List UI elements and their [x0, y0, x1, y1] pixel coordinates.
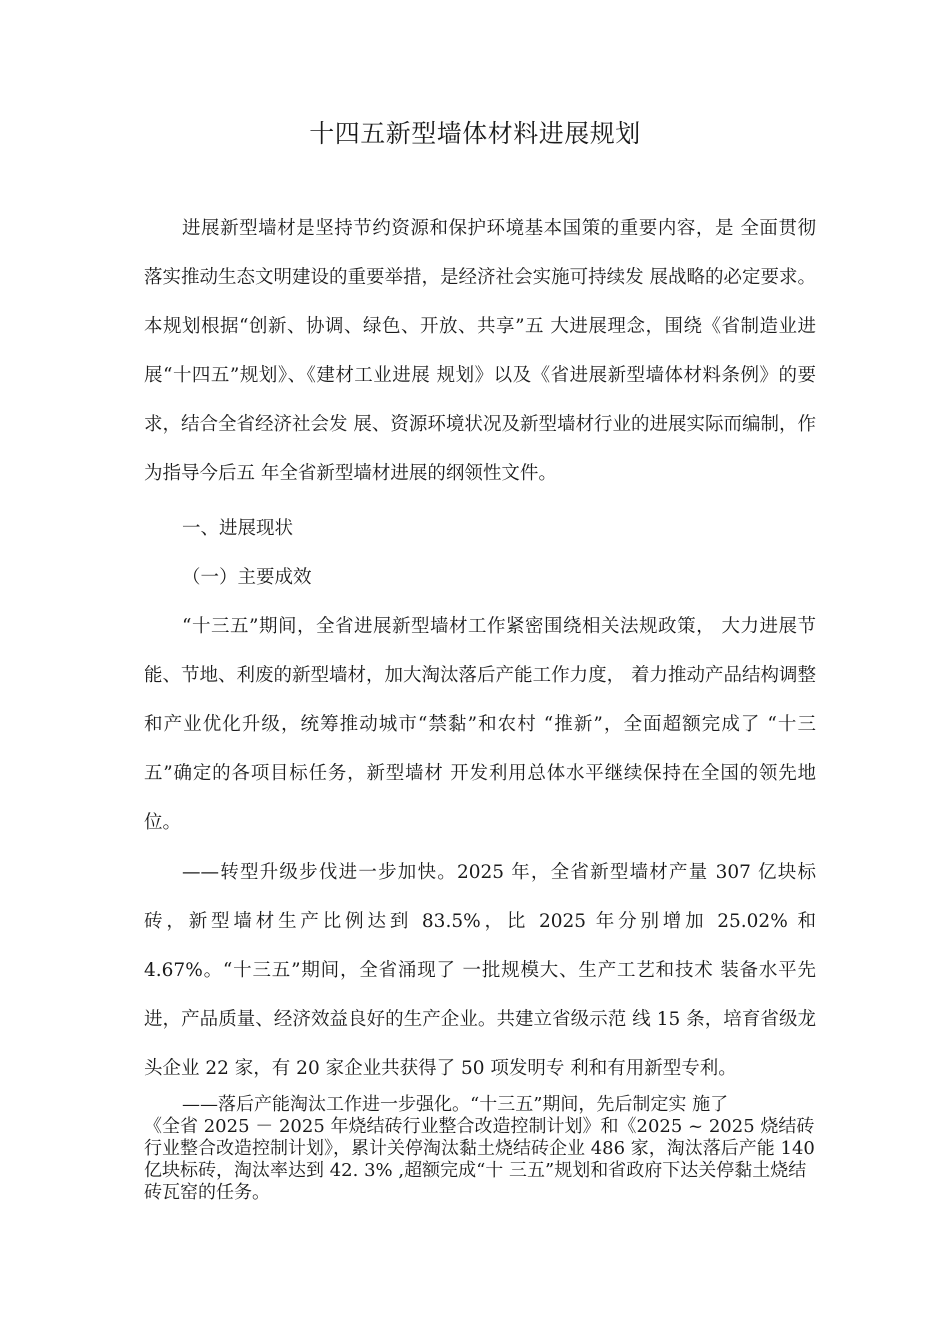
document-title: 十四五新型墙体材料进展规划 — [309, 119, 641, 148]
section-heading: 一、进展现状 — [182, 518, 294, 539]
intro-paragraph: 进展新型墙材是坚持节约资源和保护环境基本国策的重要内容，是 全面贯彻落实推动生态文明建设的重要举措，是经济社会实施可持续发 展战略的必定要求。本规划根据“创新、协调、绿色、开放、共享”五 大进展理念，围绕《省制造业进展“十四五”规划》、《建材工业进展 规划》以及《省进展新型墙体材料条例》的要求，结合全省经济社会发 展、资源环境状况及新型墙材行业的进展实际而编制，作为指导今后五 年全省新型墙材进展的纲领性文件。 — [144, 218, 816, 484]
elimination-paragraph-first-line: ——落后产能淘汰工作进一步强化。“十三五”期间，先后制定实 施了 — [182, 1094, 729, 1115]
elimination-paragraph — [144, 1094, 816, 1204]
elimination-paragraph-body: 《全省 2025 － 2025 年烧结砖行业整合改造控制计划》和《2025 ~ 2025 烧结砖行业整合改造控制计划》，累计关停淘汰黏土烧结砖企业 486 家，淘汰落后产能 140 亿块标砖，淘汰率达到 42. 3% ,超额完成“十 三五”规划和省政府下达关停黏土烧结砖瓦窑的任务。 — [144, 1116, 815, 1203]
subsection-heading: （一）主要成效 — [182, 567, 312, 588]
upgrade-paragraph: ——转型升级步伐进一步加快。2025 年，全省新型墙材产量 307 亿块标砖，新型墙材生产比例达到 83.5%，比 2025 年分别增加 25.02% 和 4.67%。“十三五”期间，全省涌现了 一批规模大、生产工艺和技术 装备水平先进，产品质量、经济效益良好的生产企业。共建立省级示范 线 15 条，培育省级龙头企业 22 家，有 20 家企业共获得了 50 项发明专 利和有用新型专利。 — [144, 862, 816, 1079]
achievements-paragraph: “十三五”期间，全省进展新型墙材工作紧密围绕相关法规政策， 大力进展节能、节地、利废的新型墙材，加大淘汰落后产能工作力度， 着力推动产品结构调整和产业优化升级，统筹推动城市“禁黏”和农村 “推新”，全面超额完成了 “十三五”确定的各项目标任务，新型墙材 开发利用总体水平继续保持在全国的领先地位。 — [144, 616, 816, 833]
